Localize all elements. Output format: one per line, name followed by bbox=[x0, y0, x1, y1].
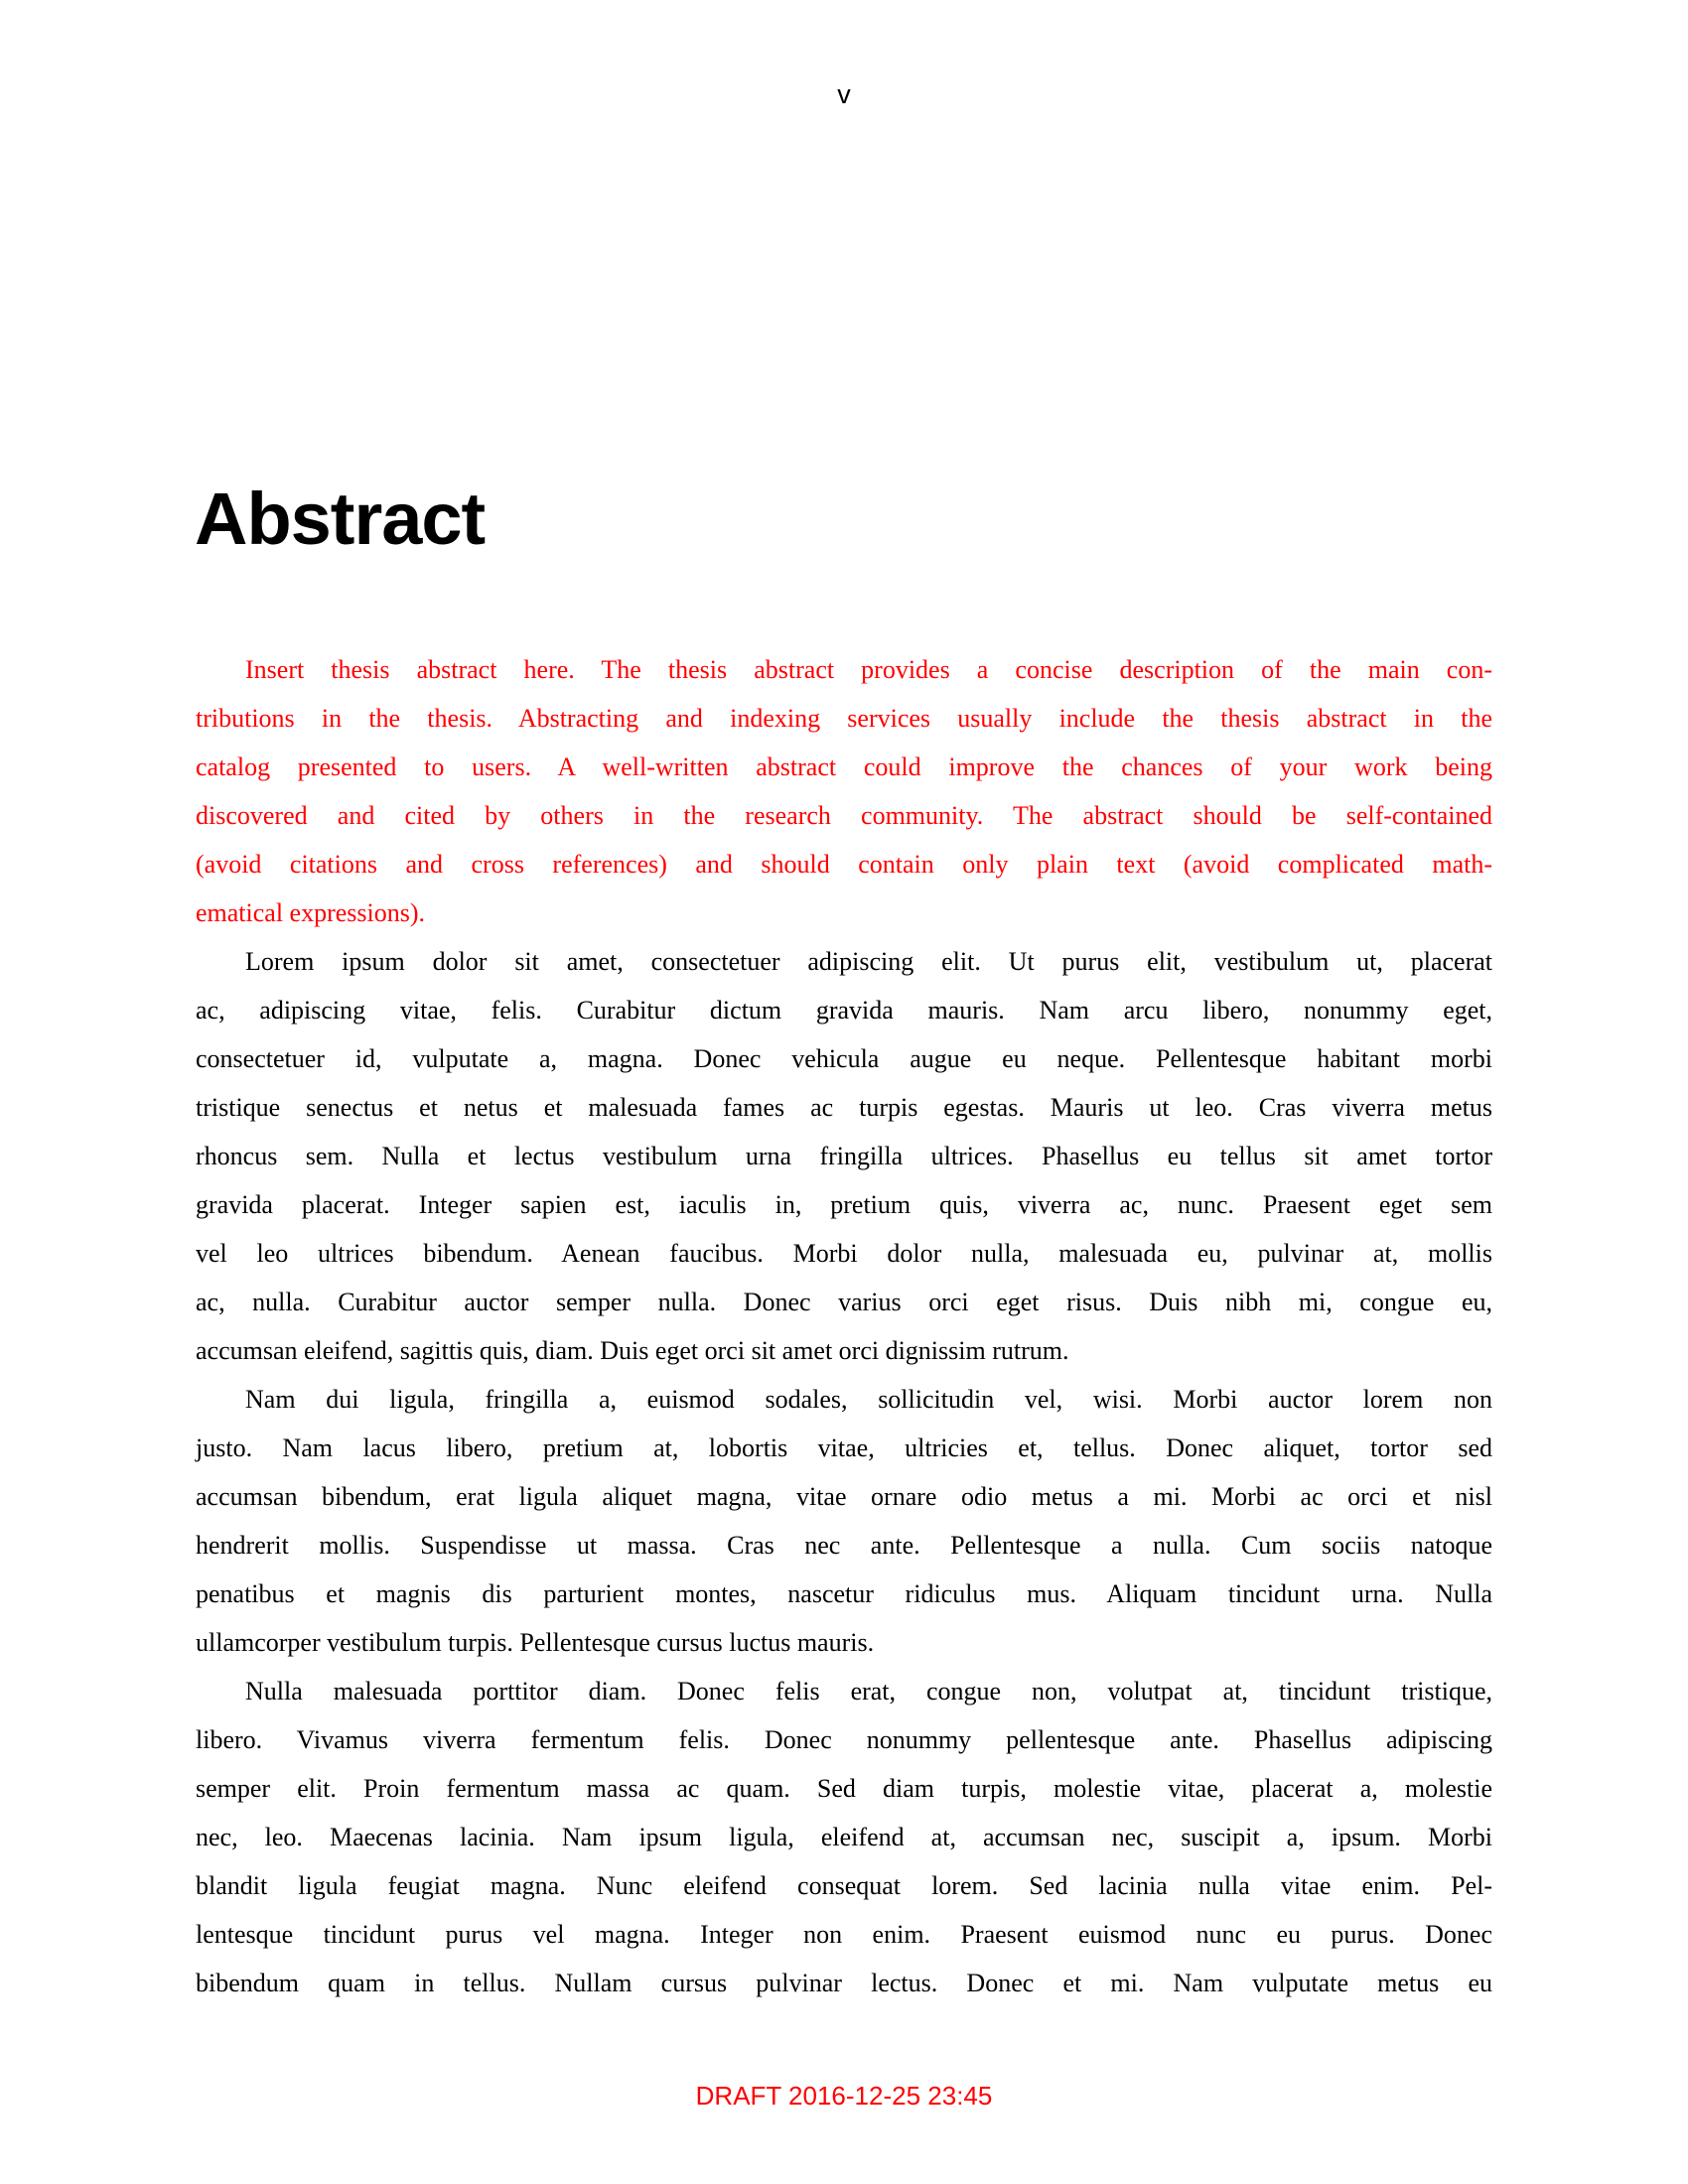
text-line: discovered and cited by others in the research community. The abstract should be self-contained bbox=[196, 801, 1492, 830]
text-line: ac, adipiscing vitae, felis. Curabitur dictum gravida mauris. Nam arcu libero, nonummy eget, bbox=[196, 996, 1492, 1024]
text-line: (avoid citations and cross references) and should contain only plain text (avoid complicated math- bbox=[196, 850, 1492, 879]
text-line: justo. Nam lacus libero, pretium at, lobortis vitae, ultricies et, tellus. Donec aliquet, tortor sed bbox=[196, 1433, 1492, 1462]
text-line: gravida placerat. Integer sapien est, iaculis in, pretium quis, viverra ac, nunc. Praesent eget sem bbox=[196, 1190, 1492, 1219]
text-line: ematical expressions). bbox=[196, 898, 426, 927]
abstract-body bbox=[196, 645, 1492, 2007]
text-line: rhoncus sem. Nulla et lectus vestibulum urna fringilla ultrices. Phasellus eu tellus sit amet tortor bbox=[196, 1142, 1492, 1170]
text-line: semper elit. Proin fermentum massa ac quam. Sed diam turpis, molestie vitae, placerat a, molestie bbox=[196, 1774, 1492, 1803]
chapter-heading: Abstract bbox=[195, 478, 486, 560]
draft-watermark: DRAFT 2016-12-25 23:45 bbox=[695, 2081, 993, 2111]
text-line: accumsan eleifend, sagittis quis, diam. Duis eget orci sit amet orci dignissim rutrum. bbox=[196, 1336, 1069, 1365]
text-line: bibendum quam in tellus. Nullam cursus pulvinar lectus. Donec et mi. Nam vulputate metus eu bbox=[196, 1969, 1492, 1997]
text-line: tributions in the thesis. Abstracting and indexing services usually include the thesis abstract in the bbox=[196, 704, 1492, 733]
text-line: lentesque tincidunt purus vel magna. Integer non enim. Praesent euismod nunc eu purus. Donec bbox=[196, 1920, 1492, 1949]
text-line: hendrerit mollis. Suspendisse ut massa. Cras nec ante. Pellentesque a nulla. Cum sociis natoque bbox=[196, 1531, 1492, 1560]
text-line: nec, leo. Maecenas lacinia. Nam ipsum ligula, eleifend at, accumsan nec, suscipit a, ipsum. Morbi bbox=[196, 1823, 1492, 1851]
text-line: ullamcorper vestibulum turpis. Pellentesque cursus luctus mauris. bbox=[196, 1628, 875, 1657]
text-line: Lorem ipsum dolor sit amet, consectetuer adipiscing elit. Ut purus elit, vestibulum ut, placerat bbox=[245, 947, 1492, 976]
text-line: libero. Vivamus viverra fermentum felis. Donec nonummy pellentesque ante. Phasellus adipiscing bbox=[196, 1725, 1492, 1754]
text-line: penatibus et magnis dis parturient montes, nascetur ridiculus mus. Aliquam tincidunt urna. Nulla bbox=[196, 1579, 1492, 1608]
text-line: Nam dui ligula, fringilla a, euismod sodales, sollicitudin vel, wisi. Morbi auctor lorem non bbox=[245, 1385, 1492, 1414]
text-line: Insert thesis abstract here. The thesis abstract provides a concise description of the main con- bbox=[245, 655, 1492, 684]
text-line: tristique senectus et netus et malesuada fames ac turpis egestas. Mauris ut leo. Cras viverra metus bbox=[196, 1093, 1492, 1122]
paragraph bbox=[196, 937, 1492, 1375]
paragraph bbox=[196, 1375, 1492, 1667]
text-line: accumsan bibendum, erat ligula aliquet magna, vitae ornare odio metus a mi. Morbi ac orci et nisl bbox=[196, 1482, 1492, 1511]
text-line: consectetuer id, vulputate a, magna. Donec vehicula augue eu neque. Pellentesque habitant morbi bbox=[196, 1044, 1492, 1073]
page-number: v bbox=[837, 79, 851, 109]
paragraph bbox=[196, 645, 1492, 937]
paragraph bbox=[196, 1667, 1492, 2007]
text-line: ac, nulla. Curabitur auctor semper nulla. Donec varius orci eget risus. Duis nibh mi, congue eu, bbox=[196, 1288, 1492, 1316]
text-line: Nulla malesuada porttitor diam. Donec felis erat, congue non, volutpat at, tincidunt tristique, bbox=[245, 1677, 1492, 1706]
text-line: catalog presented to users. A well-written abstract could improve the chances of your work being bbox=[196, 752, 1492, 781]
text-line: vel leo ultrices bibendum. Aenean faucibus. Morbi dolor nulla, malesuada eu, pulvinar at, mollis bbox=[196, 1239, 1492, 1268]
text-line: blandit ligula feugiat magna. Nunc eleifend consequat lorem. Sed lacinia nulla vitae enim. Pel- bbox=[196, 1871, 1492, 1900]
